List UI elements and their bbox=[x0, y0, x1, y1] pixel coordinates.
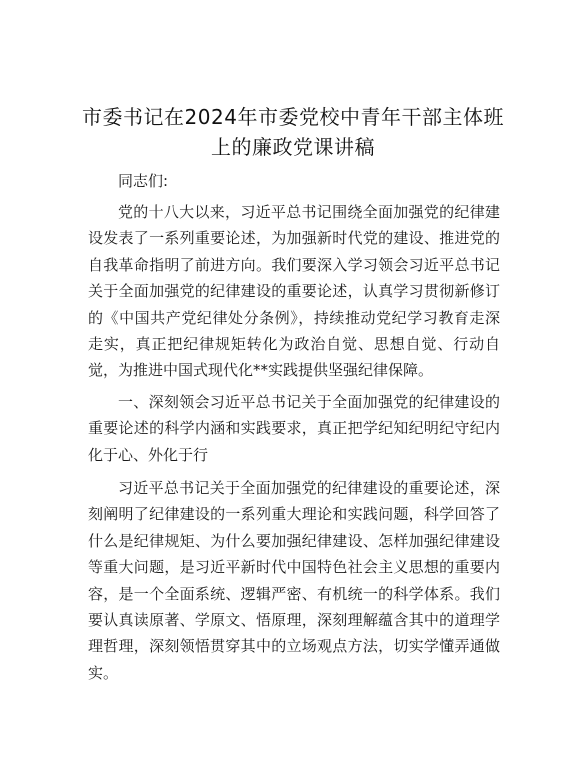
section-heading-1: 一、深刻领会习近平总书记关于全面加强党的纪律建设的重要论述的科学内涵和实践要求，真正把学纪知纪明纪守纪内化于心、外化于行 bbox=[88, 393, 500, 464]
body-paragraph-2: 习近平总书记关于全面加强党的纪律建设的重要论述，深刻阐明了纪律建设的一系列重大理论和实践问题，科学回答了什么是纪律规矩、为什么要加强纪律建设、怎样加强纪律建设等重大问题，是习近平新时代中国特色社会主义思想的重要内容，是一个全面系统、逻辑严密、有机统一的科学体系。我们要认真读原著、学原文、悟原理，深刻理解蕴含其中的道理学理哲理，深刻领悟贯穿其中的立场观点方法，切实学懂弄通做实。 bbox=[88, 479, 500, 682]
document-title-line-1: 市委书记在2024年市委党校中青年干部主体班 bbox=[82, 105, 504, 129]
body-paragraph-1: 党的十八大以来，习近平总书记围绕全面加强党的纪律建设发表了一系列重要论述，为加强新时代党的建设、推进党的自我革命指明了前进方向。我们要深入学习领会习近平总书记关于全面加强党的纪律建设的重要论述，认真学习贯彻新修订的《中国共产党纪律处分条例》，持续推动党纪学习教育走深走实，真正把纪律规矩转化为政治自觉、思想自觉、行动自觉，为推进中国式现代化**实践提供坚强纪律保障。 bbox=[88, 203, 500, 380]
greeting: 同志们: bbox=[118, 172, 169, 190]
document-title-line-2: 上的廉政党课讲稿 bbox=[211, 135, 375, 159]
